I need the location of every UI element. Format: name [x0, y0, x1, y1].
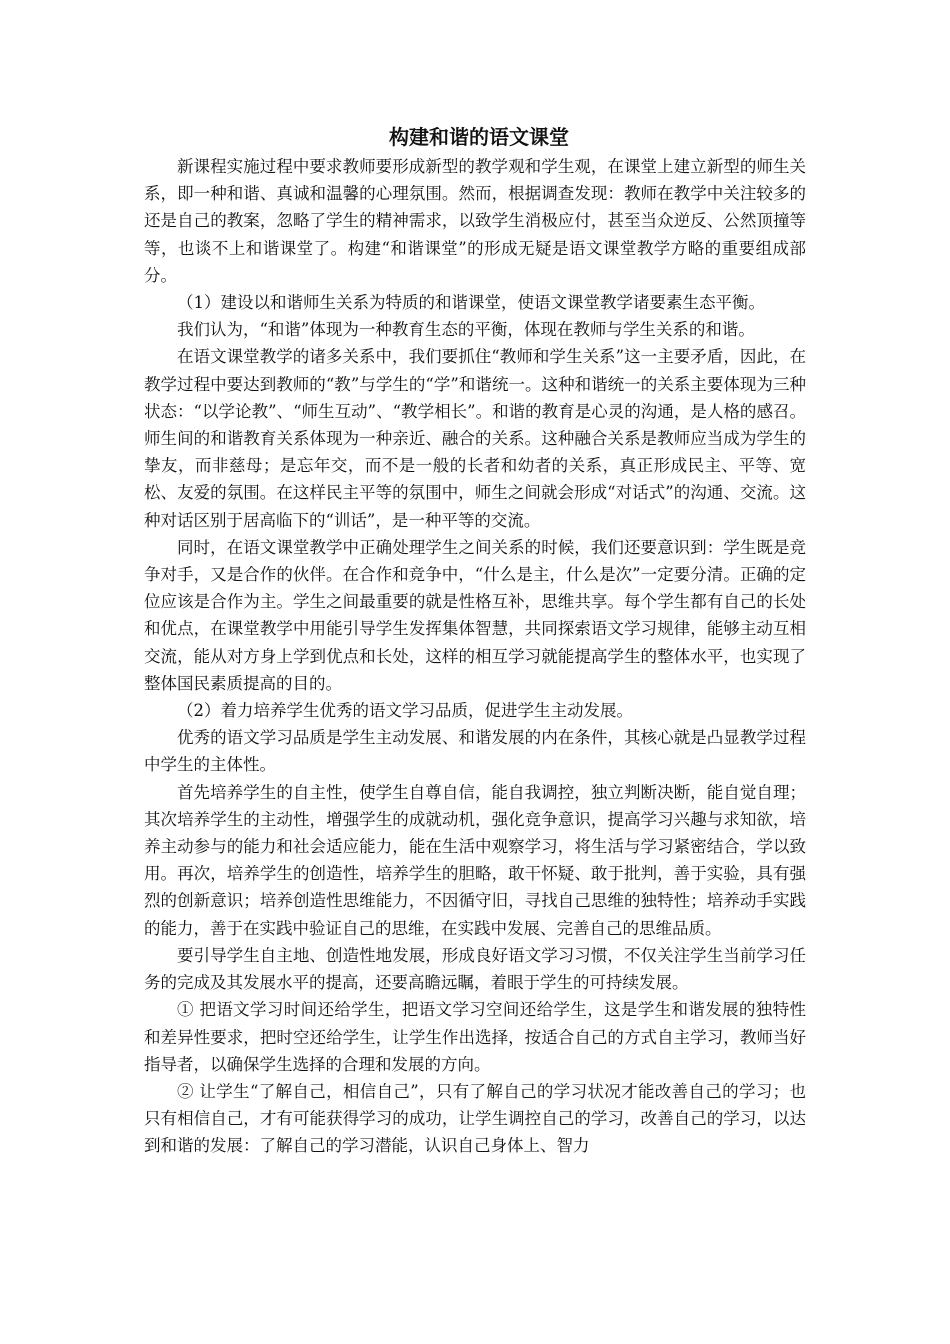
paragraph-learning-quality: 优秀的语文学习品质是学生主动发展、和谐发展的内在条件，其核心就是凸显教学过程中学生的主体性。 [144, 728, 806, 775]
paragraph-section-1-heading: （1）建设以和谐师生关系为特质的和谐课堂，使语文课堂教学诸要素生态平衡。 [177, 293, 765, 313]
paragraph-harmony-definition: 我们认为，“和谐”体现为一种教育生态的平衡，体现在教师与学生关系的和谐。 [177, 320, 755, 340]
paragraph-cultivation: 首先培养学生的自主性，使学生自尊自信，能自我调控，独立判断决断，能自觉自理；其次培养学生的主动性，增强学生的成就动机，强化竞争意识，提高学习兴趣与求知欲，培养主动参与的能力和社会适应能力，能在生活中观察学习，将生活与学习紧密结合，学以致用。再次，培养学生的创造性，培养学生的胆略，敢干怀疑、敢于批判，善于实验，具有强烈的创新意识；培养创造性思维能力，不因循守旧，寻找自己思维的独特性；培养动手实践的能力，善于在实践中验证自己的思维，在实践中发展、完善自己的思维品质。 [144, 782, 806, 938]
paragraph-student-relations: 同时，在语文课堂教学中正确处理学生之间关系的时候，我们还要意识到：学生既是竞争对手，又是合作的伙伴。在合作和竞争中，“什么是主，什么是次”一定要分清。正确的定位应该是合作为主。学生之间最重要的就是性格互补，思维共享。每个学生都有自己的长处和优点，在课堂教学中用能引导学生发挥集体智慧，共同探索语文学习规律，能够主动互相交流，能从对方身上学到优点和长处，这样的相互学习就能提高学生的整体水平，也实现了整体国民素质提高的目的。 [144, 537, 806, 693]
paragraph-intro: 新课程实施过程中要求教师要形成新型的教学观和学生观，在课堂上建立新型的师生关系，即一种和谐、真诚和温馨的心理氛围。然而，根据调查发现：教师在教学中关注较多的还是自己的教案，忽略了学生的精神需求，以致学生消极应付，甚至当众逆反、公然顶撞等等，也谈不上和谐课堂了。构建“和谐课堂”的形成无疑是语文课堂教学方略的重要组成部分。 [144, 157, 806, 285]
document-body [144, 124, 806, 1160]
paragraph-item-2: ② 让学生“了解自己，相信自己”，只有了解自己的学习状况才能改善自己的学习；也只有相信自己，才有可能获得学习的成功，让学生调控自己的学习，改善自己的学习，以达到和谐的发展：了解自己的学习潜能，认识自己身体上、智力 [144, 1081, 806, 1156]
paragraph-guidance: 要引导学生自主地、创造性地发展，形成良好语文学习习惯，不仅关注学生当前学习任务的完成及其发展水平的提高，还要高瞻远瞩，着眼于学生的可持续发展。 [144, 945, 806, 993]
paragraph-item-1: ① 把语文学习时间还给学生，把语文学习空间还给学生，这是学生和谐发展的独特性和差异性要求，把时空还给学生，让学生作出选择，按适合自己的方式自主学习，教师当好指导者，以确保学生选择的合理和发展的方向。 [144, 1000, 806, 1074]
document-title: 构建和谐的语文课堂 [389, 125, 569, 149]
paragraph-teacher-student-relation: 在语文课堂教学的诸多关系中，我们要抓住“教师和学生关系”这一主要矛盾，因此，在教学过程中要达到教师的“教”与学生的“学”和谐统一。这种和谐统一的关系主要体现为三种状态：“以学论教”、“师生互动”、“教学相长”。和谐的教育是心灵的沟通，是人格的感召。师生间的和谐教育关系体现为一种亲近、融合的关系。这种融合关系是教师应当成为学生的挚友，而非慈母；是忘年交，而不是一般的长者和幼者的关系，真正形成民主、平等、宽松、友爱的氛围。在这样民主平等的氛围中，师生之间就会形成“对话式”的沟通、交流。这种对话区别于居高临下的“训话”，是一种平等的交流。 [144, 347, 806, 530]
paragraph-section-2-heading: （2）着力培养学生优秀的语文学习品质，促进学生主动发展。 [177, 701, 633, 721]
